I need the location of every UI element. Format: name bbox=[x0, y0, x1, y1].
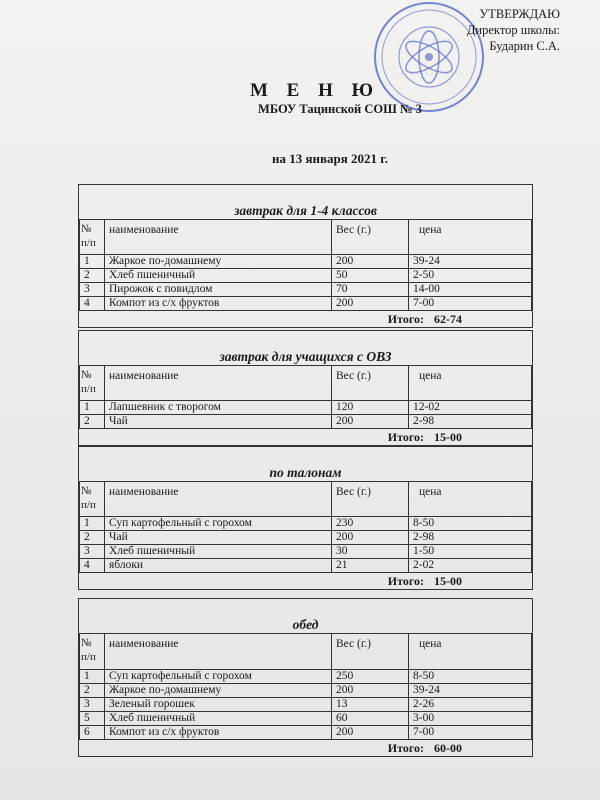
cell-num: 2 bbox=[80, 531, 105, 545]
approval-title: УТВЕРЖДАЮ bbox=[479, 7, 560, 21]
cell-num: 4 bbox=[80, 559, 105, 573]
section-title: завтрак для 1-4 классов bbox=[234, 203, 377, 218]
menu-table bbox=[79, 219, 532, 311]
header-name: наименование bbox=[105, 220, 332, 255]
table-row bbox=[80, 559, 532, 573]
cell-name: Жаркое по-домашнему bbox=[105, 684, 332, 698]
header-price: цена bbox=[409, 482, 532, 517]
cell-weight: 200 bbox=[332, 297, 409, 311]
cell-name: Зеленый горошек bbox=[105, 698, 332, 712]
header-price: цена bbox=[409, 220, 532, 255]
header-num: № п/п bbox=[80, 634, 105, 670]
table-row bbox=[80, 255, 532, 269]
cell-price: 7-00 bbox=[409, 297, 532, 311]
header-weight: Вес (г.) bbox=[332, 482, 409, 517]
header-name: наименование bbox=[105, 366, 332, 401]
cell-weight: 120 bbox=[332, 401, 409, 415]
total-value: 62-74 bbox=[434, 312, 462, 326]
table-row bbox=[80, 670, 532, 684]
header-name: наименование bbox=[105, 634, 332, 670]
cell-num: 4 bbox=[80, 297, 105, 311]
cell-name: Компот из с/х фруктов bbox=[105, 297, 332, 311]
menu-table bbox=[79, 633, 532, 740]
header-num: № п/п bbox=[80, 482, 105, 517]
cell-weight: 200 bbox=[332, 255, 409, 269]
section-title: по талонам bbox=[269, 465, 342, 480]
cell-num: 3 bbox=[80, 545, 105, 559]
cell-num: 2 bbox=[80, 415, 105, 429]
cell-price: 39-24 bbox=[409, 684, 532, 698]
cell-price: 3-00 bbox=[409, 712, 532, 726]
total-label: Итого: bbox=[387, 574, 424, 588]
cell-weight: 60 bbox=[332, 712, 409, 726]
section-total bbox=[79, 311, 532, 327]
section-title: обед bbox=[292, 617, 319, 632]
table-row bbox=[80, 712, 532, 726]
total-label: Итого: bbox=[387, 312, 424, 326]
table-header-row bbox=[80, 220, 532, 255]
table-header-row bbox=[80, 634, 532, 670]
cell-num: 3 bbox=[80, 698, 105, 712]
cell-name: яблоки bbox=[105, 559, 332, 573]
cell-name: Хлеб пшеничный bbox=[105, 712, 332, 726]
cell-num: 1 bbox=[80, 401, 105, 415]
school-name: МБОУ Тацинской СОШ № 3 bbox=[258, 102, 422, 116]
table-header-row bbox=[80, 366, 532, 401]
cell-price: 8-50 bbox=[409, 517, 532, 531]
cell-name: Суп картофельный с горохом bbox=[105, 517, 332, 531]
table-row bbox=[80, 297, 532, 311]
cell-name: Компот из с/х фруктов bbox=[105, 726, 332, 740]
table-row bbox=[80, 517, 532, 531]
cell-weight: 200 bbox=[332, 531, 409, 545]
header-weight: Вес (г.) bbox=[332, 220, 409, 255]
cell-weight: 250 bbox=[332, 670, 409, 684]
cell-price: 8-50 bbox=[409, 670, 532, 684]
cell-weight: 21 bbox=[332, 559, 409, 573]
table-row bbox=[80, 684, 532, 698]
section-breakfast-ovz bbox=[78, 330, 533, 446]
header-price: цена bbox=[409, 634, 532, 670]
cell-price: 1-50 bbox=[409, 545, 532, 559]
cell-price: 14-00 bbox=[409, 283, 532, 297]
cell-name: Жаркое по-домашнему bbox=[105, 255, 332, 269]
section-total bbox=[79, 740, 532, 756]
cell-price: 2-02 bbox=[409, 559, 532, 573]
page-title: М Е Н Ю bbox=[249, 80, 381, 101]
header-weight: Вес (г.) bbox=[332, 634, 409, 670]
header-num: № п/п bbox=[80, 220, 105, 255]
header-price: цена bbox=[409, 366, 532, 401]
cell-num: 2 bbox=[80, 684, 105, 698]
cell-num: 3 bbox=[80, 283, 105, 297]
cell-price: 2-98 bbox=[409, 415, 532, 429]
section-title: завтрак для учащихся с ОВЗ bbox=[219, 349, 392, 364]
cell-price: 2-50 bbox=[409, 269, 532, 283]
cell-price: 2-26 bbox=[409, 698, 532, 712]
cell-weight: 13 bbox=[332, 698, 409, 712]
table-row bbox=[80, 531, 532, 545]
total-label: Итого: bbox=[387, 430, 424, 444]
cell-name: Хлеб пшеничный bbox=[105, 269, 332, 283]
total-label: Итого: bbox=[387, 741, 424, 755]
cell-price: 2-98 bbox=[409, 531, 532, 545]
cell-name: Чай bbox=[105, 531, 332, 545]
cell-name: Пирожок с повидлом bbox=[105, 283, 332, 297]
header-name: наименование bbox=[105, 482, 332, 517]
table-row bbox=[80, 283, 532, 297]
cell-price: 7-00 bbox=[409, 726, 532, 740]
cell-num: 2 bbox=[80, 269, 105, 283]
cell-weight: 200 bbox=[332, 726, 409, 740]
total-value: 15-00 bbox=[434, 430, 462, 444]
menu-date: на 13 января 2021 г. bbox=[272, 151, 388, 166]
table-row bbox=[80, 545, 532, 559]
cell-weight: 200 bbox=[332, 684, 409, 698]
total-value: 60-00 bbox=[434, 741, 462, 755]
approval-position: Директор школы: bbox=[466, 23, 560, 37]
menu-table bbox=[79, 481, 532, 573]
menu-table bbox=[79, 365, 532, 429]
header-weight: Вес (г.) bbox=[332, 366, 409, 401]
cell-num: 5 bbox=[80, 712, 105, 726]
table-row bbox=[80, 401, 532, 415]
cell-weight: 70 bbox=[332, 283, 409, 297]
cell-name: Суп картофельный с горохом bbox=[105, 670, 332, 684]
cell-weight: 230 bbox=[332, 517, 409, 531]
table-row bbox=[80, 269, 532, 283]
cell-weight: 200 bbox=[332, 415, 409, 429]
section-coupons bbox=[78, 446, 533, 590]
cell-price: 12-02 bbox=[409, 401, 532, 415]
cell-name: Чай bbox=[105, 415, 332, 429]
cell-weight: 30 bbox=[332, 545, 409, 559]
cell-num: 6 bbox=[80, 726, 105, 740]
table-row bbox=[80, 726, 532, 740]
approval-block bbox=[467, 6, 560, 54]
cell-num: 1 bbox=[80, 517, 105, 531]
cell-price: 39-24 bbox=[409, 255, 532, 269]
cell-num: 1 bbox=[80, 255, 105, 269]
table-row bbox=[80, 415, 532, 429]
cell-weight: 50 bbox=[332, 269, 409, 283]
section-total bbox=[79, 573, 532, 589]
table-row bbox=[80, 698, 532, 712]
section-total bbox=[79, 429, 532, 445]
cell-name: Лапшевник с творогом bbox=[105, 401, 332, 415]
cell-name: Хлеб пшеничный bbox=[105, 545, 332, 559]
section-lunch bbox=[78, 598, 533, 757]
approval-name: Бударин С.А. bbox=[489, 39, 560, 53]
header-num: № п/п bbox=[80, 366, 105, 401]
total-value: 15-00 bbox=[434, 574, 462, 588]
section-breakfast-1-4 bbox=[78, 184, 533, 328]
cell-num: 1 bbox=[80, 670, 105, 684]
table-header-row bbox=[80, 482, 532, 517]
